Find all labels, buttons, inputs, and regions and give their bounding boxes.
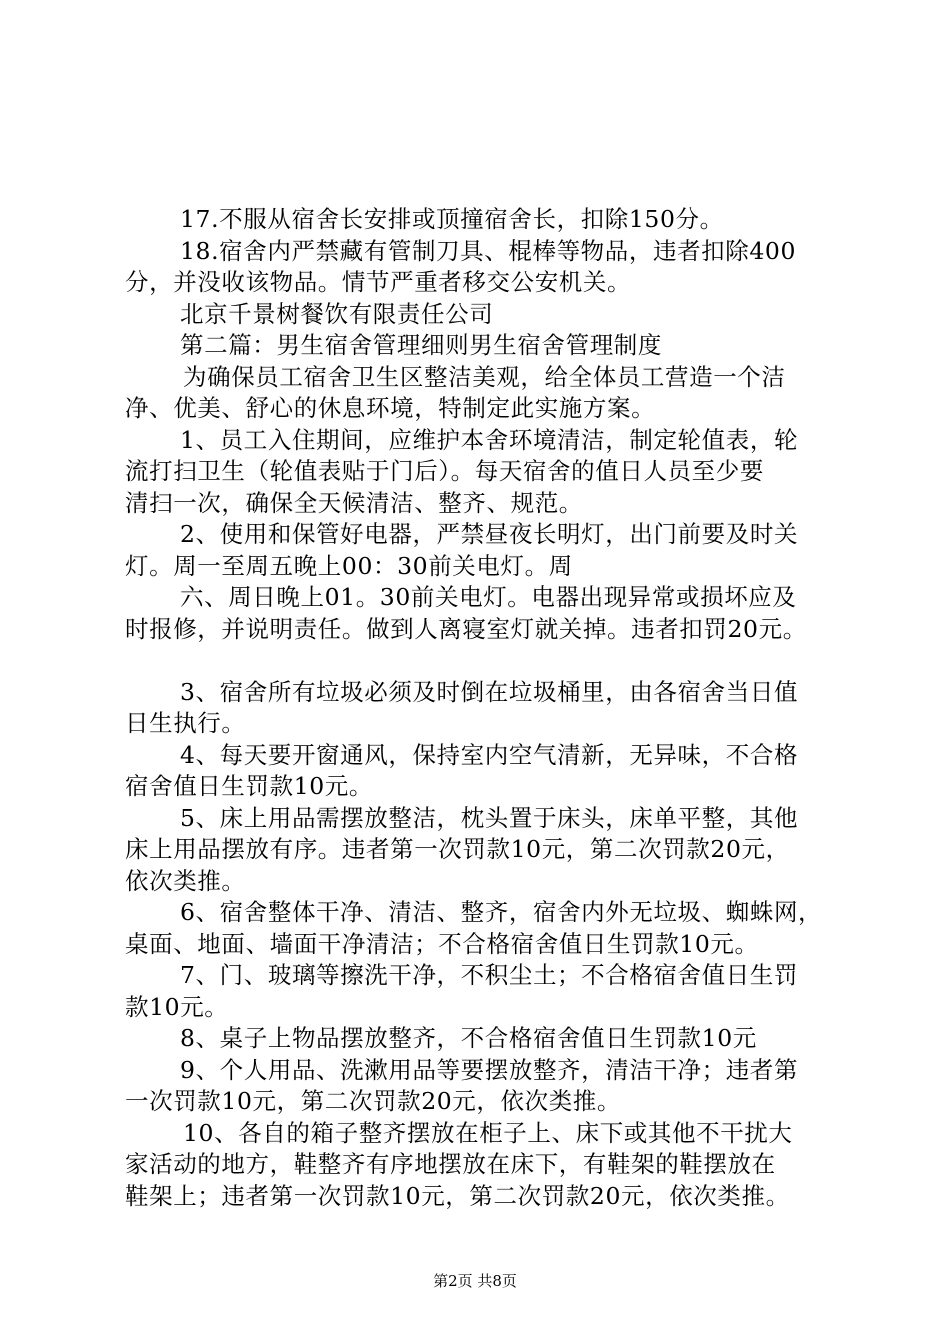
text-line: 依次类推。 (125, 866, 246, 895)
paragraph-rule-8 (125, 1023, 845, 1055)
text-line: 为确保员工宿舍卫生区整洁美观，给全体员工营造一个洁 (183, 362, 786, 391)
text-line: 清扫一次，确保全天候清洁、整齐、规范。 (125, 488, 583, 517)
text-line: 第二篇：男生宿舍管理细则男生宿舍管理制度 (180, 331, 662, 359)
paragraph-17 (125, 204, 845, 236)
paragraph-rule-2 (125, 519, 845, 645)
document-body (125, 204, 845, 1212)
text-line: 5、床上用品需摆放整洁，枕头置于床头，床单平整，其他 (180, 803, 799, 832)
paragraph-rule-10 (125, 1118, 845, 1213)
text-line: 款10元。 (125, 992, 229, 1021)
paragraph-rule-7 (125, 960, 845, 1023)
text-line: 7、门、玻璃等擦洗干净，不积尘土；不合格宿舍值日生罚 (180, 961, 799, 989)
text-line: 8、桌子上物品摆放整齐，不合格宿舍值日生罚款10元 (180, 1024, 757, 1052)
text-line: 流打扫卫生（轮值表贴于门后）。每天宿舍的值日人员至少要 (125, 457, 764, 485)
text-line: 17.不服从宿舍长安排或顶撞宿舍长，扣除150分。 (180, 205, 724, 233)
paragraph-rule-5 (125, 803, 845, 898)
text-line: 3、宿舍所有垃圾必须及时倒在垃圾桶里，由各宿舍当日值 (180, 677, 799, 706)
text-line: 4、每天要开窗通风，保持室内空气清新，无异味，不合格 (180, 740, 799, 769)
section-heading (125, 330, 845, 362)
text-line: 时报修，并说明责任。做到人离寝室灯就关掉。违者扣罚20元。 (125, 614, 807, 643)
paragraph-18 (125, 236, 845, 299)
text-line: 桌面、地面、墙面干净清洁；不合格宿舍值日生罚款10元。 (125, 929, 759, 958)
text-line: 床上用品摆放有序。违者第一次罚款10元，第二次罚款20元， (125, 835, 790, 863)
text-line: 1、员工入住期间，应维护本舍环境清洁，制定轮值表，轮 (180, 425, 799, 454)
text-line: 9、个人用品、洗漱用品等要摆放整齐，清洁干净；违者第 (180, 1055, 799, 1084)
text-line: 净、优美、舒心的休息环境，特制定此实施方案。 (125, 394, 656, 422)
text-line: 日生执行。 (125, 709, 246, 737)
paragraph-rule-9 (125, 1055, 845, 1118)
text-line: 6、宿舍整体干净、清洁、整齐，宿舍内外无垃圾、蜘蛛网， (180, 898, 823, 926)
page-footer (0, 1271, 950, 1291)
paragraph-rule-6 (125, 897, 845, 960)
blank-line (125, 645, 845, 677)
paragraph-rule-1 (125, 425, 845, 520)
paragraph-intro (125, 362, 845, 425)
company-name (125, 299, 845, 331)
text-line: 灯。周一至周五晚上00：30前关电灯。周 (125, 551, 573, 580)
text-line: 六、周日晚上01。30前关电灯。电器出现异常或损坏应及 (180, 583, 797, 611)
text-line: 宿舍值日生罚款10元。 (125, 772, 374, 800)
text-line: 家活动的地方，鞋整齐有序地摆放在床下，有鞋架的鞋摆放在 (125, 1150, 776, 1178)
text-line: 2、使用和保管好电器，严禁昼夜长明灯，出门前要及时关 (180, 520, 799, 548)
paragraph-rule-4 (125, 740, 845, 803)
paragraph-rule-3 (125, 677, 845, 740)
text-line: 10、各自的箱子整齐摆放在柜子上、床下或其他不干扰大 (183, 1118, 793, 1147)
text-line: 北京千景树餐饮有限责任公司 (180, 299, 494, 328)
page-number: 第2页 共8页 (433, 1272, 517, 1290)
text-line: 18.宿舍内严禁藏有管制刀具、棍棒等物品，违者扣除400 (180, 236, 797, 265)
text-line: 一次罚款10元，第二次罚款20元，依次类推。 (125, 1087, 622, 1115)
text-line: 分，并没收该物品。情节严重者移交公安机关。 (125, 268, 632, 296)
text-line: 鞋架上；违者第一次罚款10元，第二次罚款20元，依次类推。 (125, 1181, 790, 1210)
